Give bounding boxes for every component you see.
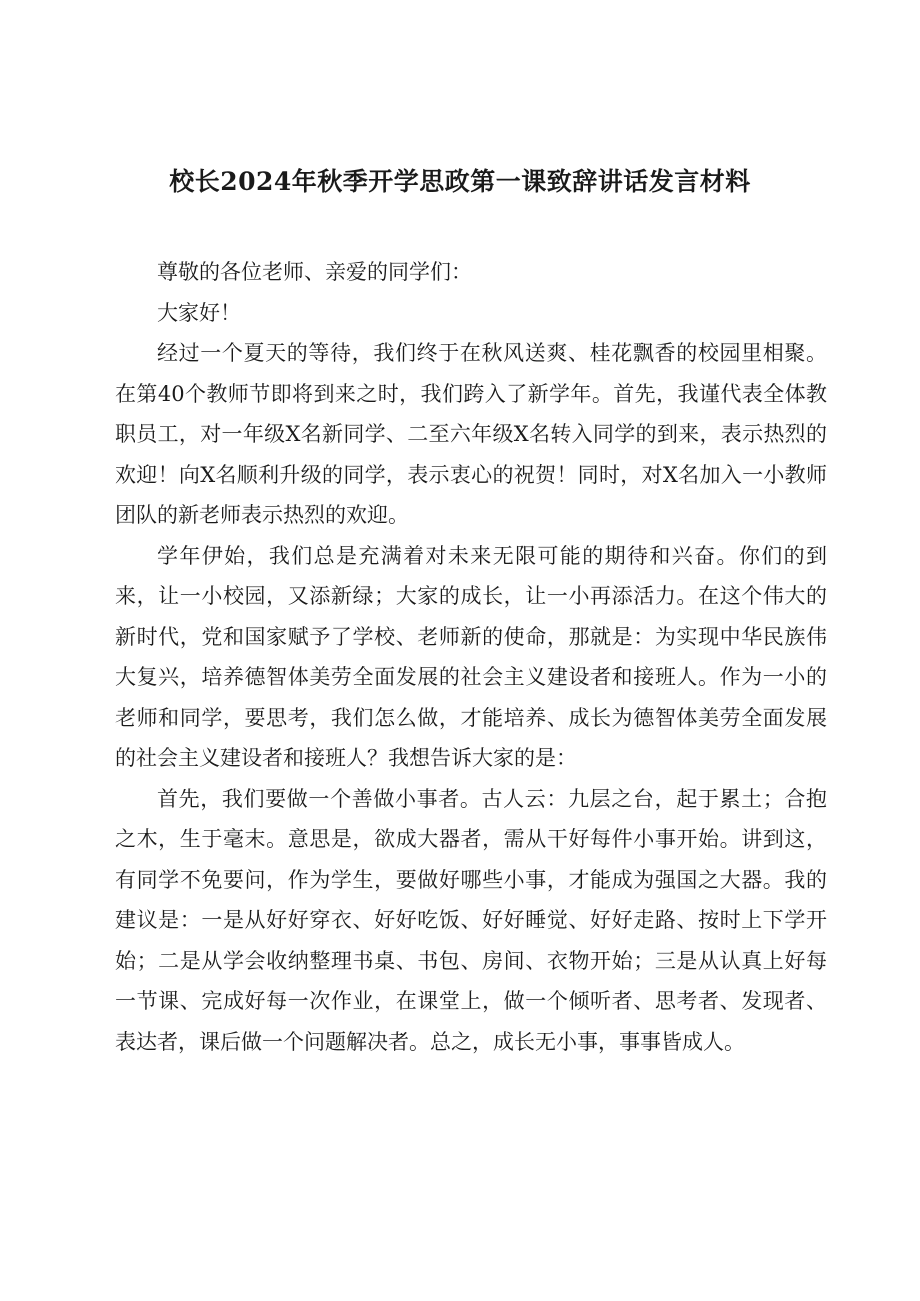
- body-paragraph-small-things: 首先，我们要做一个善做小事者。古人云：九层之台，起于累土；合抱之木，生于毫末。意思是，欲成大器者，需从干好每件小事开始。讲到这，有同学不免要问，作为学生，要做好哪些小事，才能成为强国之大器。我的建议是：一是从好好穿衣、好好吃饭、好好睡觉、好好走路、按时上下学开始；二是从学会收纳整理书桌、书包、房间、衣物开始；三是从认真上好每一节课、完成好每一次作业，在课堂上，做一个倾听者、思考者、发现者、表达者，课后做一个问题解决者。总之，成长无小事，事事皆成人。: [115, 786, 827, 1054]
- document-body: [115, 252, 827, 1062]
- greeting-paragraph: 大家好！: [157, 300, 241, 325]
- salutation-paragraph: 尊敬的各位老师、亲爱的同学们：: [157, 260, 472, 284]
- document-title: 校长2024年秋季开学思政第一课致辞讲话发言材料: [169, 167, 751, 196]
- body-paragraph-welcome: 经过一个夏天的等待，我们终于在秋风送爽、桂花飘香的校园里相聚。在第40个教师节即将到来之时，我们跨入了新学年。首先，我谨代表全体教职员工，对一年级X名新同学、二至六年级X名转入同学的到来，表示热烈的欢迎！向X名顺利升级的同学，表示衷心的祝贺！同时，对X名加入一小教师团队的新老师表示热烈的欢迎。: [115, 341, 827, 527]
- body-paragraph-mission: 学年伊始，我们总是充满着对未来无限可能的期待和兴奋。你们的到来，让一小校园，又添新绿；大家的成长，让一小再添活力。在这个伟大的新时代，党和国家赋予了学校、老师新的使命，那就是：为实现中华民族伟大复兴，培养德智体美劳全面发展的社会主义建设者和接班人。作为一小的老师和同学，要思考，我们怎么做，才能培养、成长为德智体美劳全面发展的社会主义建设者和接班人？我想告诉大家的是：: [115, 543, 827, 770]
